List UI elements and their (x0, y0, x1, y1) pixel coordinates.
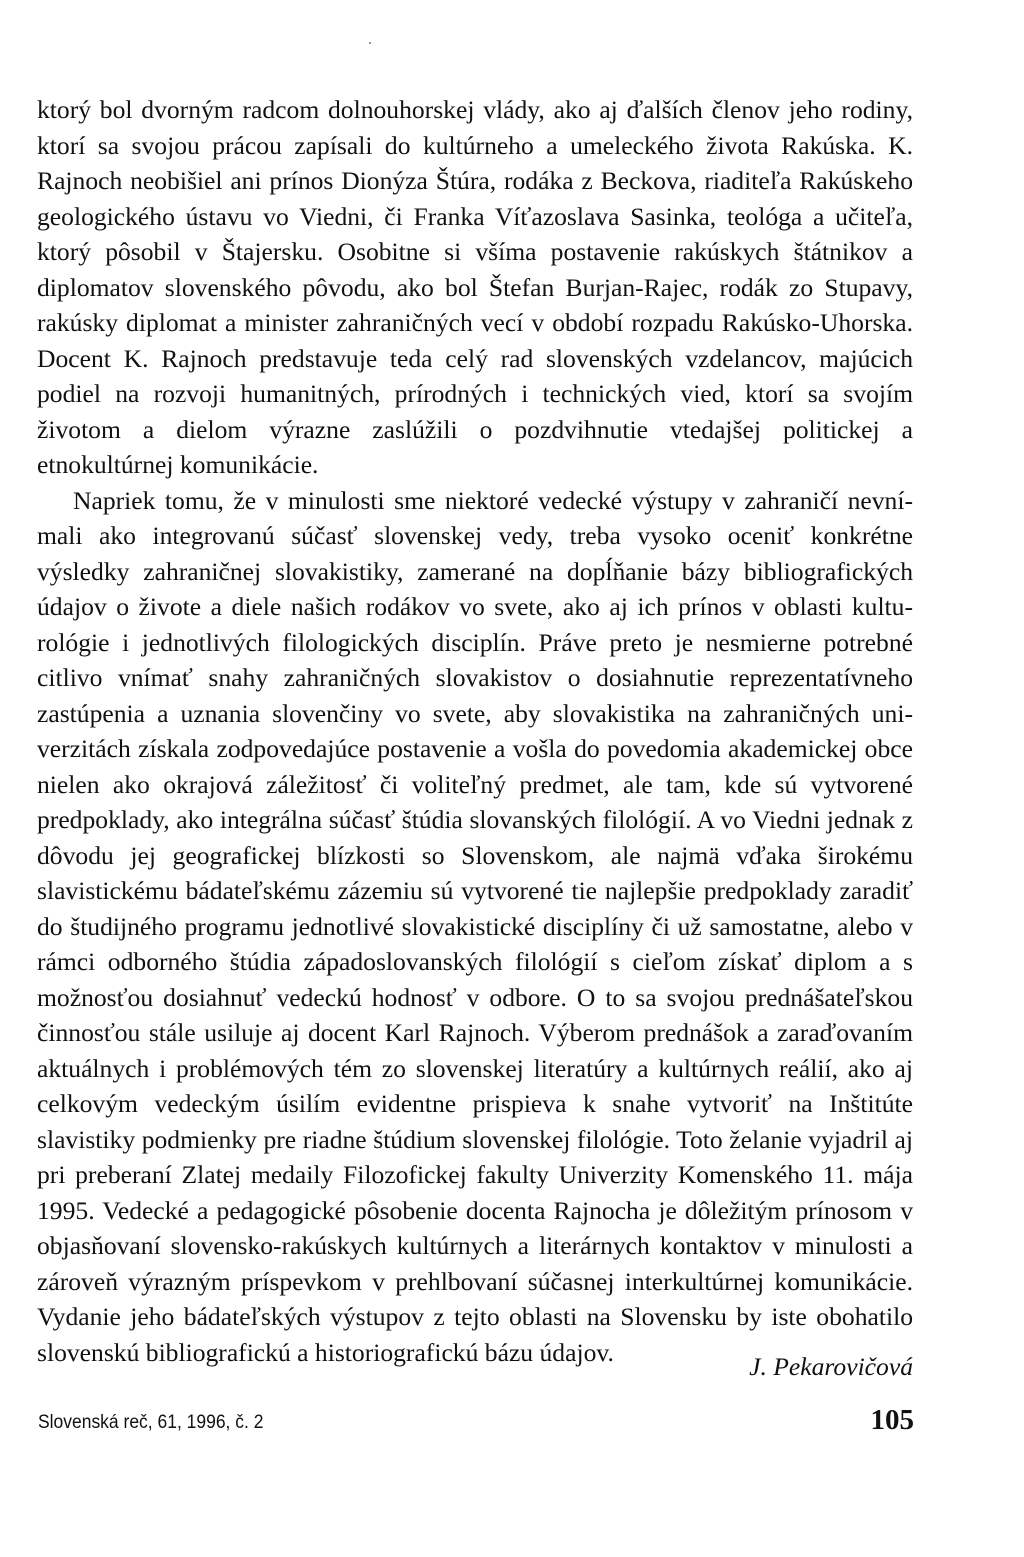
paragraph-1: ktorý bol dvorným radcom dolnouhorskej vlády, ako aj ďalších členov jeho rodiny, ktorí sa svojou prácou zapísali do kultúrneho a umeleckého života Rakúska. K. Rajnoch neobišiel ani prínos Dionýza Štúra, rodáka z Beckova, riaditeľa Rakúskeho geologického ústavu vo Viedni, či Franka Víťazoslava Sasinka, teológa a učiteľa, ktorý pôsobil v Štajersku. Osobitne si všíma postavenie rakúskych štátnikov a diplomatov slovenského pôvodu, ako bol Štefan Burjan-Rajec, rodák zo Stupavy, rakúsky diplomat a minister zahraničných vecí v období rozpadu Rakúsko-Uhorska. Docent K. Rajnoch predstavuje teda celý rad slovenských vzdelancov, majúcich podiel na rozvoji humanitných, prírodných i technických vied, ktorí sa svojím životom a dielom výrazne zaslúžili o pozdvihnutie vtedajšej politickej a etnokultúrnej komunikácie. (37, 95, 913, 479)
scan-speck (369, 42, 371, 44)
author-signature: J. Pekarovičová (749, 1352, 913, 1381)
article-body (37, 92, 913, 1370)
journal-citation: Slovenská reč, 61, 1996, č. 2 (38, 1412, 264, 1433)
paragraph-2: Napriek tomu, že v minulosti sme niektoré vedecké výstupy v zahraničí nevnímali ako integrovanú súčasť slovenskej vedy, treba vysoko oceniť konkrétne výsledky zahraničnej slovakistiky, zamerané na dopĺňanie bázy bibliografických údajov o živote a diele našich rodákov vo svete, ako aj ich prínos v oblasti kulturológie i jednotlivých filologických disciplín. Práve preto je nesmierne potrebné citlivo vnímať snahy zahraničných slovakistov o dosiahnutie reprezentatívneho zastúpenia a uznania slovenčiny vo svete, aby slovakistika na zahraničných univerzitách získala zodpovedajúce postavenie a vošla do povedomia akademickej obce nielen ako okrajová záležitosť či voliteľný predmet, ale tam, kde sú vytvorené predpoklady, ako integrálna súčasť štúdia slovanských filológií. A vo Viedni jednak z dôvodu jej geografickej blízkosti so Slovenskom, ale najmä vďaka širokému slavistickému bádateľskému zázemiu sú vytvorené tie najlepšie predpoklady zaradiť do študijného programu jednotlivé slovakistické disciplíny či už samostatne, alebo v rámci odborného štúdia západoslovanských filológií s cieľom získať diplom a s možnosťou dosiahnuť vedeckú hodnosť v odbore. O to sa svojou prednášateľskou činnosťou stále usiluje aj docent Karl Rajnoch. Výberom prednášok a zaraďovaním aktuálnych i problémových tém zo slovenskej literatúry a kultúrnych reálií, ako aj celkovým vedeckým úsilím evidentne prispieva k snahe vytvoriť na Inštitúte slavistiky podmienky pre riadne štúdium slovenskej filológie. Toto želanie vyjadril aj pri preberaní Zlatej medaily Filozofickej fakulty Univerzity Komenského 11. mája 1995. Vedecké a pedagogické pôsobenie docenta Rajnocha je dôležitým prínosom v objasňovaní slovensko-rakúskych kultúrnych a literárnych kontaktov v minulosti a zároveň výrazným príspevkom v prehlbovaní súčasnej interkultúrnej komunikácie. Vydanie jeho bádateľských výstupov z tejto oblasti na Slovensku by iste obohatilo slovenskú bibliografickú a historiografickú bázu údajov. (37, 485, 913, 1367)
page-number: 105 (870, 1404, 914, 1436)
